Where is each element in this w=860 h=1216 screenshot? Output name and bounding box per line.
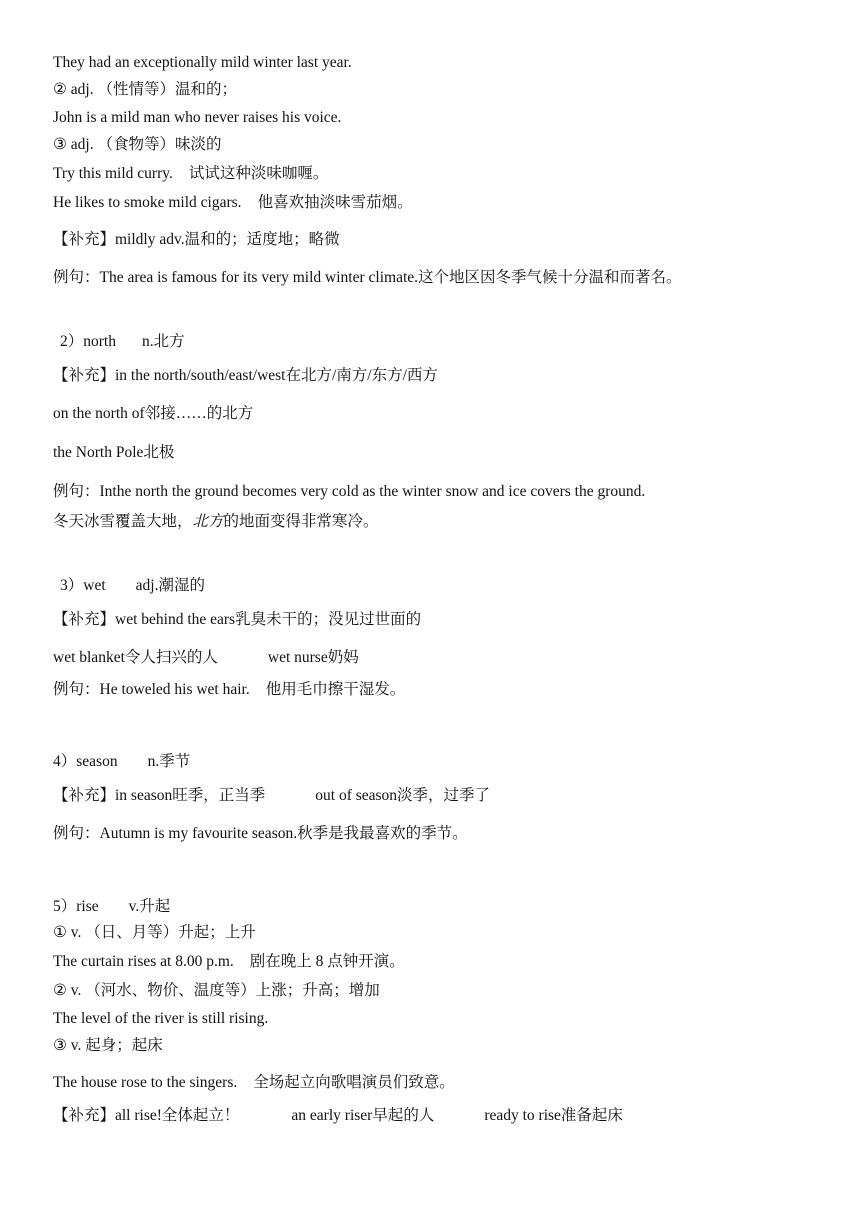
supplement-line: 【补充】in the north/south/east/west在北方/南方/东方/西方 bbox=[53, 367, 438, 384]
phrase-line: on the north of邻接……的北方 bbox=[53, 405, 254, 422]
supplement-line: 【补充】in season旺季，正当季 out of season淡季，过季了 bbox=[53, 787, 491, 804]
example-sentence: They had an exceptionally mild winter last year. bbox=[53, 54, 352, 71]
example-sentence: John is a mild man who never raises his voice. bbox=[53, 109, 342, 126]
example-sentence: He likes to smoke mild cigars. 他喜欢抽淡味雪茄烟。 bbox=[53, 194, 413, 211]
example-sentence: The house rose to the singers. 全场起立向歌唱演员们致意。 bbox=[53, 1074, 455, 1091]
phrase-line: the North Pole北极 bbox=[53, 444, 175, 461]
example-line: 例句：Inthe north the ground becomes very cold as the winter snow and ice covers the ground. bbox=[53, 483, 646, 500]
definition-line: ① v. （日、月等）升起；上升 bbox=[53, 924, 256, 941]
supplement-line: 【补充】mildly adv.温和的；适度地；略微 bbox=[53, 231, 340, 248]
definition-line: ③ v. 起身；起床 bbox=[53, 1037, 163, 1054]
example-sentence: The curtain rises at 8.00 p.m. 剧在晚上 8 点钟开演。 bbox=[53, 953, 405, 970]
entry-heading-season: 4）season n.季节 bbox=[53, 753, 191, 770]
example-line: 例句：The area is famous for its very mild winter climate.这个地区因冬季气候十分温和而著名。 bbox=[53, 269, 682, 286]
example-sentence: The level of the river is still rising. bbox=[53, 1010, 269, 1027]
definition-line: ② adj. （性情等）温和的； bbox=[53, 81, 237, 98]
entry-heading-wet: 3）wet adj.潮湿的 bbox=[60, 577, 205, 594]
phrase-line: wet blanket令人扫兴的人 wet nurse奶妈 bbox=[53, 649, 359, 666]
entry-heading-rise: 5）rise v.升起 bbox=[53, 898, 171, 915]
translation-line: 冬天冰雪覆盖大地，北方的地面变得非常寒冷。 bbox=[53, 513, 379, 530]
example-sentence: Try this mild curry. 试试这种淡味咖喱。 bbox=[53, 165, 329, 182]
definition-line: ③ adj. （食物等）味淡的 bbox=[53, 136, 222, 153]
example-line: 例句：He toweled his wet hair. 他用毛巾擦干湿发。 bbox=[53, 681, 406, 698]
supplement-line: 【补充】all rise!全体起立！ an early riser早起的人 ready to rise准备起床 bbox=[53, 1107, 623, 1124]
supplement-line: 【补充】wet behind the ears乳臭未干的；没见过世面的 bbox=[53, 611, 422, 628]
entry-heading-north: 2）north n.北方 bbox=[60, 333, 185, 350]
example-line: 例句：Autumn is my favourite season.秋季是我最喜欢的季节。 bbox=[53, 825, 468, 842]
definition-line: ② v. （河水、物价、温度等）上涨；升高；增加 bbox=[53, 982, 380, 999]
